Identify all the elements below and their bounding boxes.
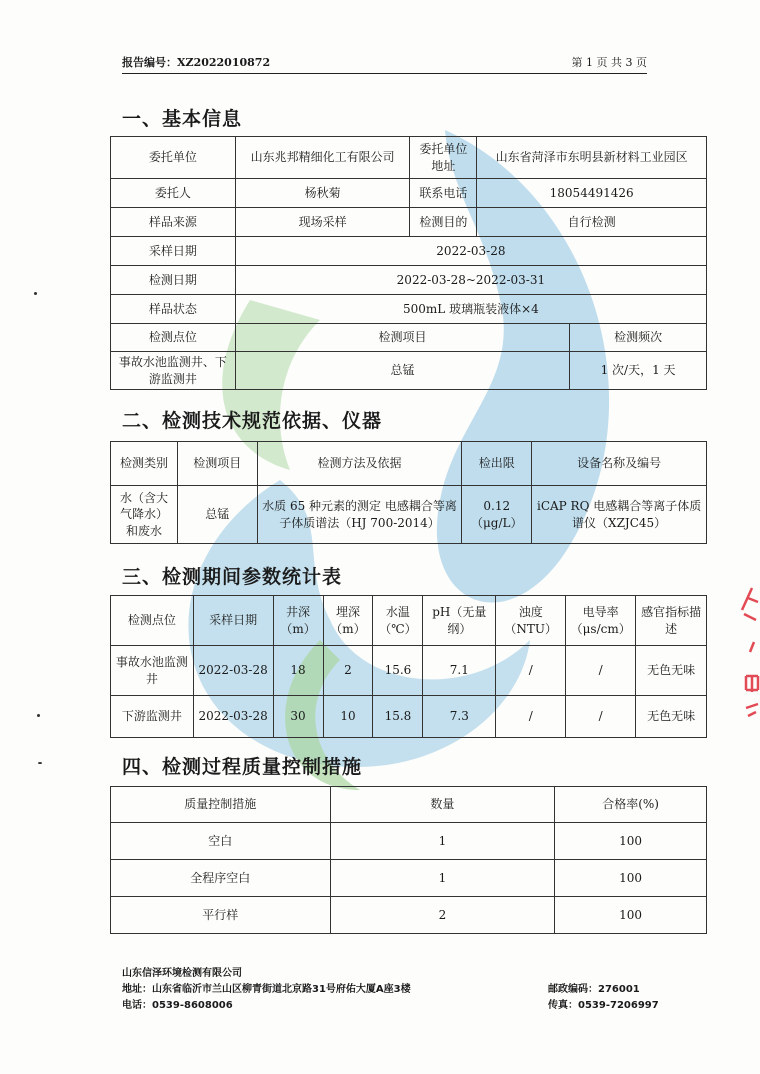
parameter-table xyxy=(110,595,707,738)
param-header: 浊度（NTU） xyxy=(496,596,566,646)
section-3-title: 三、检测期间参数统计表 xyxy=(122,566,343,588)
quality-control-table xyxy=(110,786,707,934)
param-header: pH（无量纲） xyxy=(423,596,496,646)
qc-cell: 2 xyxy=(330,897,555,934)
source-label: 样品来源 xyxy=(111,208,236,237)
purpose-label: 检测目的 xyxy=(410,208,477,237)
qc-header: 合格率(%) xyxy=(555,787,707,823)
point-label: 检测点位 xyxy=(111,324,236,352)
category-cell: 水（含大气降水）和废水 xyxy=(111,486,178,544)
item-cell: 总锰 xyxy=(177,486,257,544)
method-header: 检测项目 xyxy=(177,442,257,486)
param-cell: / xyxy=(496,696,566,738)
param-cell: 15.8 xyxy=(373,696,423,738)
qc-cell: 平行样 xyxy=(111,897,331,934)
contact-label: 委托人 xyxy=(111,179,236,208)
source-value: 现场采样 xyxy=(235,208,410,237)
table-row xyxy=(111,860,707,897)
footer-address: 地址：山东省临沂市兰山区柳青街道北京路31号府佑大厦A座3楼 xyxy=(122,984,411,995)
qc-cell: 100 xyxy=(555,897,707,934)
sample-state-value: 500mL 玻璃瓶装液体×4 xyxy=(235,295,706,324)
method-header: 检出限 xyxy=(462,442,532,486)
item-value: 总锰 xyxy=(235,352,569,390)
param-header: 电导率（μs/cm） xyxy=(566,596,636,646)
param-cell: 15.6 xyxy=(373,646,423,696)
param-cell: 事故水池监测井 xyxy=(111,646,194,696)
param-cell: 7.1 xyxy=(423,646,496,696)
method-header: 检测方法及依据 xyxy=(257,442,462,486)
footer-fax: 传真：0539-7206997 xyxy=(548,1000,659,1011)
qc-cell: 空白 xyxy=(111,823,331,860)
method-header: 检测类别 xyxy=(111,442,178,486)
param-cell: 无色无味 xyxy=(636,696,707,738)
limit-cell: 0.12（μg/L） xyxy=(462,486,532,544)
sample-state-label: 样品状态 xyxy=(111,295,236,324)
footer-left xyxy=(122,966,411,1014)
table-row xyxy=(111,646,707,696)
param-cell: / xyxy=(566,646,636,696)
param-cell: 10 xyxy=(323,696,373,738)
method-cell: 水质 65 种元素的测定 电感耦合等离子体质谱法（HJ 700-2014） xyxy=(257,486,462,544)
param-cell: 无色无味 xyxy=(636,646,707,696)
method-table xyxy=(110,441,707,544)
qc-cell: 100 xyxy=(555,860,707,897)
param-header: 采样日期 xyxy=(193,596,273,646)
frequency-label: 检测频次 xyxy=(570,324,707,352)
qc-cell: 1 xyxy=(330,823,555,860)
qc-cell: 1 xyxy=(330,860,555,897)
item-label: 检测项目 xyxy=(235,324,569,352)
equipment-cell: iCAP RQ 电感耦合等离子体质谱仪（XZJC45） xyxy=(532,486,707,544)
section-4-title: 四、检测过程质量控制措施 xyxy=(122,756,363,778)
param-header: 水温（℃） xyxy=(373,596,423,646)
qc-cell: 全程序空白 xyxy=(111,860,331,897)
client-label: 委托单位 xyxy=(111,137,236,179)
test-date-value: 2022-03-28~2022-03-31 xyxy=(235,266,706,295)
param-cell: 2 xyxy=(323,646,373,696)
method-header: 设备名称及编号 xyxy=(532,442,707,486)
phone-value: 18054491426 xyxy=(477,179,707,208)
qc-header: 数量 xyxy=(330,787,555,823)
purpose-value: 自行检测 xyxy=(477,208,707,237)
param-cell: / xyxy=(496,646,566,696)
point-value: 事故水池监测井、下游监测井 xyxy=(111,352,236,390)
table-row xyxy=(111,696,707,738)
param-cell: 18 xyxy=(273,646,323,696)
param-cell: 下游监测井 xyxy=(111,696,194,738)
footer-postcode: 邮政编码：276001 xyxy=(548,984,640,995)
section-2-title: 二、检测技术规范依据、仪器 xyxy=(122,410,383,432)
scan-speck xyxy=(37,714,40,717)
param-cell: 2022-03-28 xyxy=(193,696,273,738)
table-row xyxy=(111,823,707,860)
param-cell: 7.3 xyxy=(423,696,496,738)
scan-speck xyxy=(34,292,37,295)
param-cell: 2022-03-28 xyxy=(193,646,273,696)
test-date-label: 检测日期 xyxy=(111,266,236,295)
footer-tel: 电话：0539-8608006 xyxy=(122,1000,233,1011)
client-address-label: 委托单位地址 xyxy=(410,137,477,179)
param-cell: / xyxy=(566,696,636,738)
sampling-date-value: 2022-03-28 xyxy=(235,237,706,266)
footer-right xyxy=(548,982,659,1014)
client-address-value: 山东省菏泽市东明县新材料工业园区 xyxy=(477,137,707,179)
qc-header: 质量控制措施 xyxy=(111,787,331,823)
param-header: 井深（m） xyxy=(273,596,323,646)
footer-company: 山东信泽环境检测有限公司 xyxy=(122,968,242,979)
qc-cell: 100 xyxy=(555,823,707,860)
table-row xyxy=(111,897,707,934)
frequency-value: 1 次/天，1 天 xyxy=(570,352,707,390)
param-header: 埋深（m） xyxy=(323,596,373,646)
param-header: 检测点位 xyxy=(111,596,194,646)
section-1-title: 一、基本信息 xyxy=(122,108,243,130)
basic-info-table xyxy=(110,136,707,390)
scan-speck xyxy=(38,762,42,764)
param-cell: 30 xyxy=(273,696,323,738)
contact-value: 杨秋菊 xyxy=(235,179,410,208)
phone-label: 联系电话 xyxy=(410,179,477,208)
red-stamp-edge xyxy=(730,580,760,730)
page-header xyxy=(122,54,647,74)
sampling-date-label: 采样日期 xyxy=(111,237,236,266)
param-header: 感官指标描述 xyxy=(636,596,707,646)
client-value: 山东兆邦精细化工有限公司 xyxy=(235,137,410,179)
report-number: 报告编号：XZ2022010872 xyxy=(122,56,271,69)
page-number: 第 1 页 共 3 页 xyxy=(571,56,647,69)
